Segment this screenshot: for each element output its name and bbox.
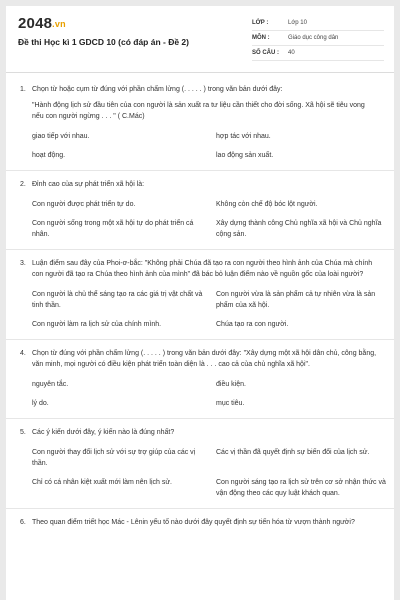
question-4 <box>6 348 394 419</box>
exam-meta-table <box>252 16 384 61</box>
answer-options <box>6 447 394 499</box>
question-quote: "Hành động lịch sử đầu tiên của con người là sản xuất ra tư liệu cần thiết cho đời sống. Xã hội sẽ tiêu vong nếu con người ngừng . . . " ( C.Mác) <box>32 102 365 120</box>
meta-key: MÔN : <box>252 35 270 41</box>
question-6 <box>6 517 394 528</box>
question-1 <box>6 84 394 171</box>
document-page <box>6 6 394 600</box>
question-text: Luận điểm sau đây của Phoi-ơ-bắc: "Không phải Chúa đã tạo ra con người theo hình ảnh của Chúa mà chính con người đã tạo ra Chúa theo hình ảnh của mình" đã bác bỏ luận điểm nào về nguồn gốc của loài người? <box>32 260 373 278</box>
question-divider <box>6 249 394 250</box>
question-number: 4. <box>20 350 26 357</box>
page-header <box>6 6 394 64</box>
answer-option[interactable]: Con người được phát triển tự do. <box>32 201 136 208</box>
question-divider <box>6 508 394 509</box>
answer-option[interactable]: lý do. <box>32 400 49 407</box>
answer-option[interactable]: Chỉ có cá nhân kiệt xuất mới làm nên lịch sử. <box>32 479 173 486</box>
meta-value: 40 <box>288 50 295 56</box>
answer-option[interactable]: mục tiêu. <box>216 400 245 407</box>
meta-key: SỐ CÂU : <box>252 50 279 56</box>
answer-option[interactable]: Con người làm ra lịch sử của chính mình. <box>32 321 162 328</box>
question-3 <box>6 258 394 340</box>
answer-option[interactable]: Không còn chế độ bóc lột người. <box>216 201 318 208</box>
question-number: 6. <box>20 519 26 526</box>
question-divider <box>6 418 394 419</box>
question-divider <box>6 339 394 340</box>
answer-options <box>6 199 394 240</box>
meta-row-question-count <box>252 46 384 61</box>
answer-option[interactable]: Con người sống trong một xã hội tự do phát triển cá nhân. <box>32 220 194 238</box>
answer-option[interactable]: Chúa tạo ra con người. <box>216 321 289 328</box>
question-divider <box>6 170 394 171</box>
site-logo[interactable] <box>18 15 66 32</box>
meta-row-grade <box>252 16 384 31</box>
question-text: Chọn từ hoặc cụm từ đúng với phần chấm lửng (. . . . . ) trong văn bản dưới đây: <box>32 86 283 93</box>
question-number: 3. <box>20 260 26 267</box>
question-text: Theo quan điểm triết học Mác - Lênin yếu tố nào dưới đây quyết định sự tiến hóa từ vượn thành người? <box>32 519 355 526</box>
answer-option[interactable]: Các vị thần đã quyết định sự biến đổi của lịch sử. <box>216 449 370 456</box>
answer-option[interactable]: hoạt động. <box>32 152 66 159</box>
answer-option[interactable]: Con người là chủ thể sáng tạo ra các giá trị vật chất và tinh thần. <box>32 291 203 309</box>
answer-option[interactable]: Con người vừa là sản phẩm cả tự nhiên vừa là sản phẩm của xã hội. <box>216 291 376 309</box>
question-number: 1. <box>20 86 26 93</box>
question-text: Chọn từ đúng với phần chấm lửng (. . . . . ) trong văn bản dưới đây: "Xây dựng một xã hội dân chủ, công bằng, văn minh, mọi người có điều kiện phát triển toàn diện là . . . cao cả của chủ nghĩa xã hội". <box>32 350 377 368</box>
header-divider <box>6 72 394 73</box>
answer-options <box>6 379 394 409</box>
question-list <box>6 76 394 528</box>
document-title: Đề thi Học kì 1 GDCD 10 (có đáp án - Đề 2) <box>18 37 189 47</box>
answer-option[interactable]: nguyên tắc. <box>32 381 69 388</box>
meta-key: LỚP : <box>252 20 269 26</box>
question-5 <box>6 427 394 509</box>
answer-options <box>6 289 394 330</box>
answer-option[interactable]: điều kiện. <box>216 381 246 388</box>
question-number: 5. <box>20 429 26 436</box>
answer-option[interactable]: Xây dựng thành công Chủ nghĩa xã hội và Chủ nghĩa cộng sản. <box>216 220 382 238</box>
question-text: Các ý kiến dưới đây, ý kiến nào là đúng nhất? <box>32 429 175 436</box>
question-number: 2. <box>20 181 26 188</box>
answer-option[interactable]: hợp tác với nhau. <box>216 133 271 140</box>
meta-value: Giáo dục công dân <box>288 35 339 41</box>
logo-suffix: .vn <box>52 19 66 29</box>
logo-number: 2048 <box>18 15 53 32</box>
meta-value: Lớp 10 <box>288 20 307 26</box>
answer-option[interactable]: Con người sáng tạo ra lịch sử trên cơ sở nhận thức và vận động theo các quy luật khách quan. <box>216 479 386 497</box>
answer-options <box>6 131 394 161</box>
answer-option[interactable]: lao động sản xuất. <box>216 152 274 159</box>
question-text: Đỉnh cao của sự phát triển xã hội là: <box>32 181 145 188</box>
answer-option[interactable]: Con người thay đổi lịch sử với sự trợ giúp của các vị thần. <box>32 449 196 467</box>
meta-row-subject <box>252 31 384 46</box>
answer-option[interactable]: giao tiếp với nhau. <box>32 133 90 140</box>
question-2 <box>6 179 394 250</box>
